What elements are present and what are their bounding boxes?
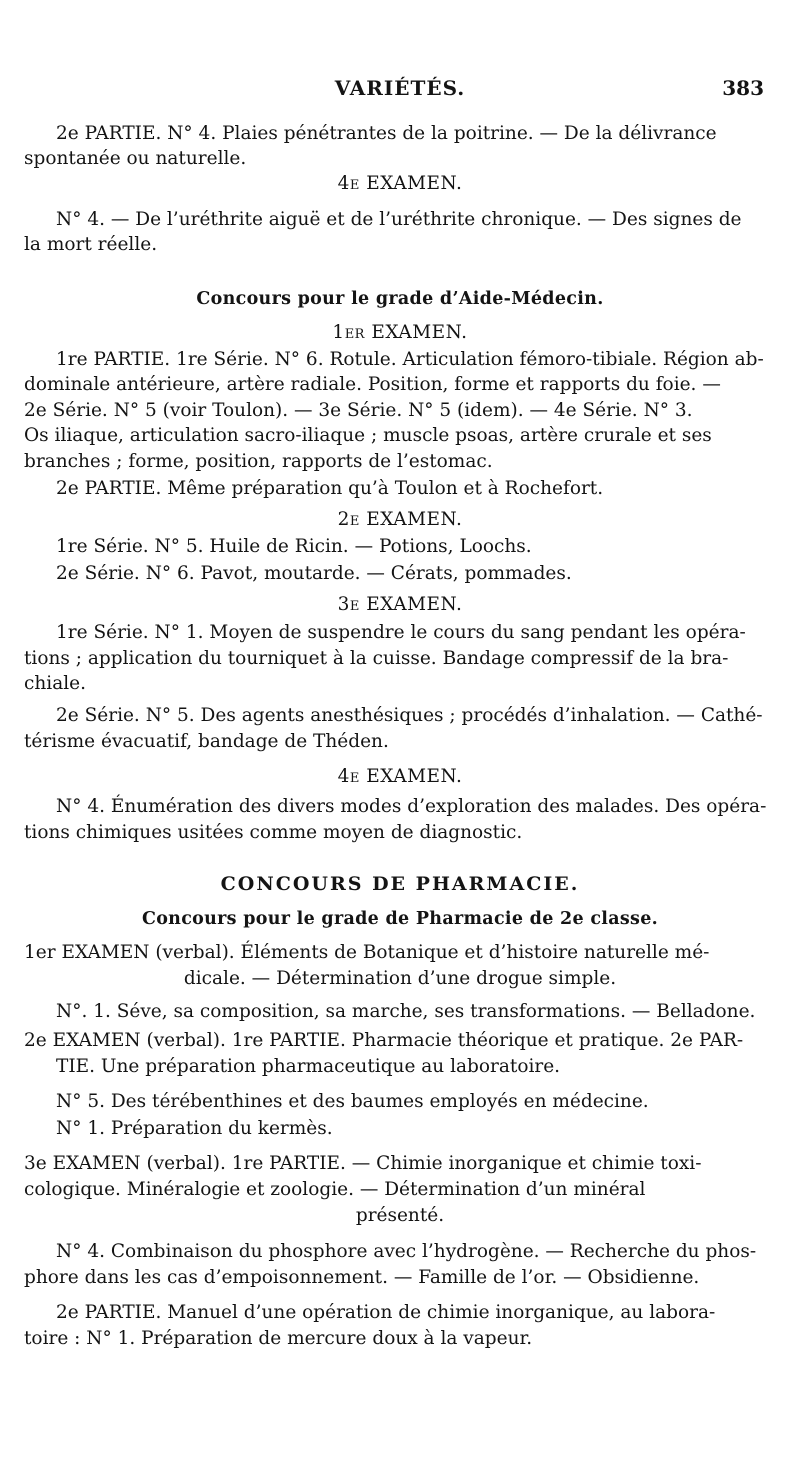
text-line: dominale antérieure, artère radiale. Position, forme et rapports du foie. — <box>24 374 721 395</box>
text-line: branches ; forme, position, rapports de l’estomac. <box>24 451 493 472</box>
text-line: 1er EXAMEN (verbal). Éléments de Botanique et d’histoire naturelle mé- <box>24 942 710 963</box>
text-line: 1re PARTIE. 1re Série. N° 6. Rotule. Articulation fémoro-tibiale. Région ab- <box>56 349 764 370</box>
text-line: la mort réelle. <box>24 234 158 255</box>
text-line: N° 4. Combinaison du phosphore avec l’hydrogène. — Recherche du phos- <box>56 1241 757 1262</box>
section-heading: 4e EXAMEN. <box>337 173 463 194</box>
text-line: N° 5. Des térébenthines et des baumes employés en médecine. <box>56 1091 649 1112</box>
subsection-title: Concours pour le grade de Pharmacie de 2e classe. <box>141 909 659 929</box>
text-line: 2e PARTIE. Même préparation qu’à Toulon et à Rochefort. <box>56 478 604 499</box>
text-line: N°. 1. Séve, sa composition, sa marche, ses transformations. — Belladone. <box>56 1001 756 1022</box>
section-heading: 4e EXAMEN. <box>337 766 463 787</box>
text-line: N° 1. Préparation du kermès. <box>56 1118 333 1139</box>
text-line: térisme évacuatif, bandage de Théden. <box>24 731 389 752</box>
text-line: 1re Série. N° 5. Huile de Ricin. — Potions, Loochs. <box>56 536 532 557</box>
text-line: toire : N° 1. Préparation de mercure doux à la vapeur. <box>24 1328 533 1349</box>
text-line: TIE. Une préparation pharmaceutique au laboratoire. <box>56 1056 561 1077</box>
page-number: 383 <box>722 76 764 100</box>
text-line: dicale. — Détermination d’une drogue simple. <box>183 968 617 989</box>
text-line: 2e PARTIE. Manuel d’une opération de chimie inorganique, au labora- <box>56 1302 716 1323</box>
running-title: VARIÉTÉS. <box>334 76 466 100</box>
section-heading: 3e EXAMEN. <box>337 594 463 615</box>
subsection-title: Concours pour le grade d’Aide-Médecin. <box>196 289 604 309</box>
text-line: tions ; application du tourniquet à la cuisse. Bandage compressif de la bra- <box>24 648 729 669</box>
text-line: N° 4. Énumération des divers modes d’exploration des malades. Des opéra- <box>56 796 767 817</box>
section-heading: 1er EXAMEN. <box>332 322 468 343</box>
text-line: Os iliaque, articulation sacro-iliaque ; muscle psoas, artère crurale et ses <box>24 425 712 446</box>
text-line: chiale. <box>24 673 86 694</box>
text-line: 2e PARTIE. N° 4. Plaies pénétrantes de la poitrine. — De la délivrance <box>56 123 717 144</box>
text-line: spontanée ou naturelle. <box>24 148 247 169</box>
chapter-title: CONCOURS DE PHARMACIE. <box>220 873 580 895</box>
text-line: présenté. <box>355 1205 445 1226</box>
text-line: tions chimiques usitées comme moyen de diagnostic. <box>24 822 523 843</box>
text-line: N° 4. — De l’uréthrite aiguë et de l’uréthrite chronique. — Des signes de <box>56 209 742 230</box>
text-line: phore dans les cas d’empoisonnement. — Famille de l’or. — Obsidienne. <box>24 1267 700 1288</box>
text-line: 2e EXAMEN (verbal). 1re PARTIE. Pharmacie théorique et pratique. 2e PAR- <box>24 1030 744 1051</box>
text-line: 3e EXAMEN (verbal). 1re PARTIE. — Chimie inorganique et chimie toxi- <box>24 1153 702 1174</box>
section-heading: 2e EXAMEN. <box>337 509 463 530</box>
text-line: 1re Série. N° 1. Moyen de suspendre le cours du sang pendant les opéra- <box>56 622 746 643</box>
text-line: 2e Série. N° 5 (voir Toulon). — 3e Série. N° 5 (idem). — 4e Série. N° 3. <box>24 400 693 421</box>
text-line: 2e Série. N° 6. Pavot, moutarde. — Cérats, pommades. <box>56 563 572 584</box>
text-line: cologique. Minéralogie et zoologie. — Détermination d’un minéral <box>24 1179 646 1200</box>
text-line: 2e Série. N° 5. Des agents anesthésiques ; procédés d’inhalation. — Cathé- <box>56 705 763 726</box>
